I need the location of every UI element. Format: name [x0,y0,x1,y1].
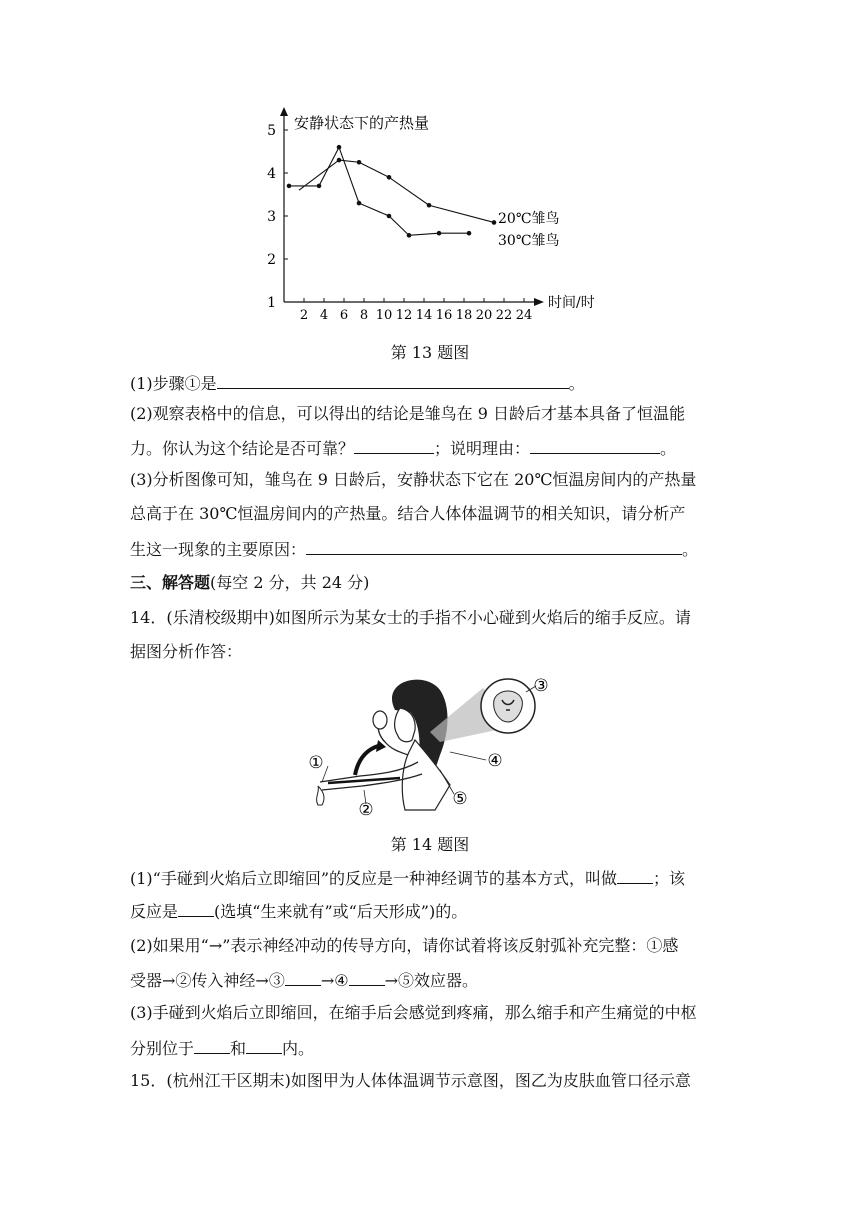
q14-part1-text-d: (选填“生来就有”或“后天形成”)的。 [214,902,468,921]
figure13-caption: 第 13 题图 [390,343,470,362]
section3-scoring: (每空 2 分，共 24 分) [210,573,370,592]
q13-answer-blank-3[interactable] [530,437,660,454]
x-tick-label: 4 [319,308,329,323]
x-tick-label: 14 [415,308,433,323]
q14-part2-text-c: →⑤效应器。 [384,971,478,990]
x-tick-label: 2 [299,308,309,323]
q15-stem-line1: 15．(杭州江干区期末)如图甲为人体体温调节示意图，图乙为皮肤血管口径示意 [130,1071,691,1090]
label-5: ⑤ [452,789,468,809]
q14-stem-line1: 14．(乐清校级期中)如图所示为某女士的手指不小心碰到火焰后的缩手反应。请 [130,608,691,627]
x-axis-arrow-icon [534,298,544,306]
data-point [357,201,362,206]
series-line [289,147,469,235]
x-tick-label: 6 [339,308,349,323]
section3-heading [130,573,369,593]
data-point [427,203,432,208]
figure14-caption: 第 14 题图 [390,835,470,854]
withdraw-arrow-icon [355,746,378,775]
q14-part2-line1: (2)如果用“→”表示神经冲动的传导方向，请你试着将该反射弧补充完整：①感 [130,936,679,955]
data-point [387,175,392,180]
q14-answer-blank-6[interactable] [246,1037,282,1054]
q14-answer-blank-5[interactable] [194,1037,230,1054]
y-tick-label: 2 [267,252,276,268]
raised-hand-shape [373,711,387,729]
x-axis-title: 时间/时 [548,295,595,311]
label-2: ② [358,800,374,820]
q13-part1-prefix: (1)步骤①是 [130,374,217,393]
q14-part1-line2 [130,900,467,922]
q14-part3-text-b: 和 [230,1039,247,1058]
q13-part2-line2 [130,437,676,459]
label-4: ④ [487,751,503,771]
q13-part2-text-a: 力。你认为这个结论是否可靠？ [130,439,355,458]
data-point [287,184,292,189]
data-point [357,160,362,165]
q13-part2-line1: (2)观察表格中的信息，可以得出的结论是雏鸟在 9 日龄后才基本具备了恒温能 [130,404,686,423]
x-tick-label: 20 [475,308,493,323]
q14-part1-line1 [130,867,685,889]
x-tick-label: 8 [359,308,369,323]
heat-production-chart [260,105,600,325]
data-point [492,220,497,225]
q14-part1-text-c: 反应是 [130,902,179,921]
label-1: ① [308,753,324,773]
y-tick-label: 4 [267,166,276,182]
q13-answer-blank-2[interactable] [354,437,434,454]
q13-part2-text-b: ；说明理由： [434,439,531,458]
y-axis-title: 安静状态下的产热量 [294,114,430,132]
label-3: ③ [533,676,549,696]
q13-part3-text-b: 。 [682,540,699,559]
q14-answer-blank-4[interactable] [349,969,385,986]
q14-part3-text-a: 分别位于 [130,1039,195,1058]
q14-part2-line2 [130,969,478,991]
q14-part3-line1: (3)手碰到火焰后立即缩回，在缩手后会感觉到疼痛，那么缩手和产生痛觉的中枢 [130,1003,697,1022]
q14-part1-text-a: (1)“手碰到火焰后立即缩回”的反应是一种神经调节的基本方式，叫做 [130,869,618,888]
x-tick-label: 12 [395,308,413,323]
q14-part3-line2 [130,1037,314,1059]
q14-answer-blank-3[interactable] [285,969,321,986]
q14-part3-text-c: 内。 [282,1039,315,1058]
data-point [467,231,472,236]
q13-part3-line1: (3)分析图像可知，雏鸟在 9 日龄后，安静状态下它在 20℃恒温房间内的产热量 [130,470,697,489]
q13-part3-line3 [130,538,698,560]
q13-answer-blank-1[interactable] [217,372,569,389]
q14-stem-line2: 据图分析作答： [130,642,243,661]
data-point [387,214,392,219]
section3-title: 三、解答题 [130,573,211,592]
y-axis-arrow-icon [280,107,288,116]
y-tick-label: 5 [267,123,276,139]
data-point [337,158,342,163]
q13-part3-text-a: 生这一现象的主要原因： [130,540,307,559]
x-tick-label: 24 [515,308,533,323]
x-tick-label: 18 [455,308,473,323]
y-tick-label: 1 [267,295,276,311]
q14-answer-blank-1[interactable] [617,867,653,884]
q14-part2-text-b: →④ [320,971,349,990]
q14-part1-text-b: ；该 [653,869,686,888]
x-tick-label: 16 [435,308,453,323]
q14-answer-blank-2[interactable] [178,900,214,917]
q13-part3-line2: 总高于在 30℃恒温房间内的产热量。结合人体体温调节的相关知识，请分析产 [130,504,686,523]
q13-part1 [130,372,585,394]
y-tick-label: 3 [267,209,276,225]
x-tick-label: 10 [375,308,393,323]
q13-part2-text-c: 。 [660,439,677,458]
q13-part1-suffix: 。 [568,374,585,393]
series-label: 30℃雏鸟 [498,233,560,249]
x-tick-label: 22 [495,308,513,323]
data-point [407,233,412,238]
series-label: 20℃雏鸟 [498,211,560,227]
q13-answer-blank-4[interactable] [306,538,682,555]
label-4-leader [450,752,486,760]
data-point [337,145,342,150]
series-line [299,160,494,222]
data-point [317,184,322,189]
reflex-arc-illustration [300,670,560,820]
data-point [437,231,442,236]
q14-part2-text-a: 受器→②传入神经→③ [130,971,285,990]
flame-icon [317,786,324,805]
